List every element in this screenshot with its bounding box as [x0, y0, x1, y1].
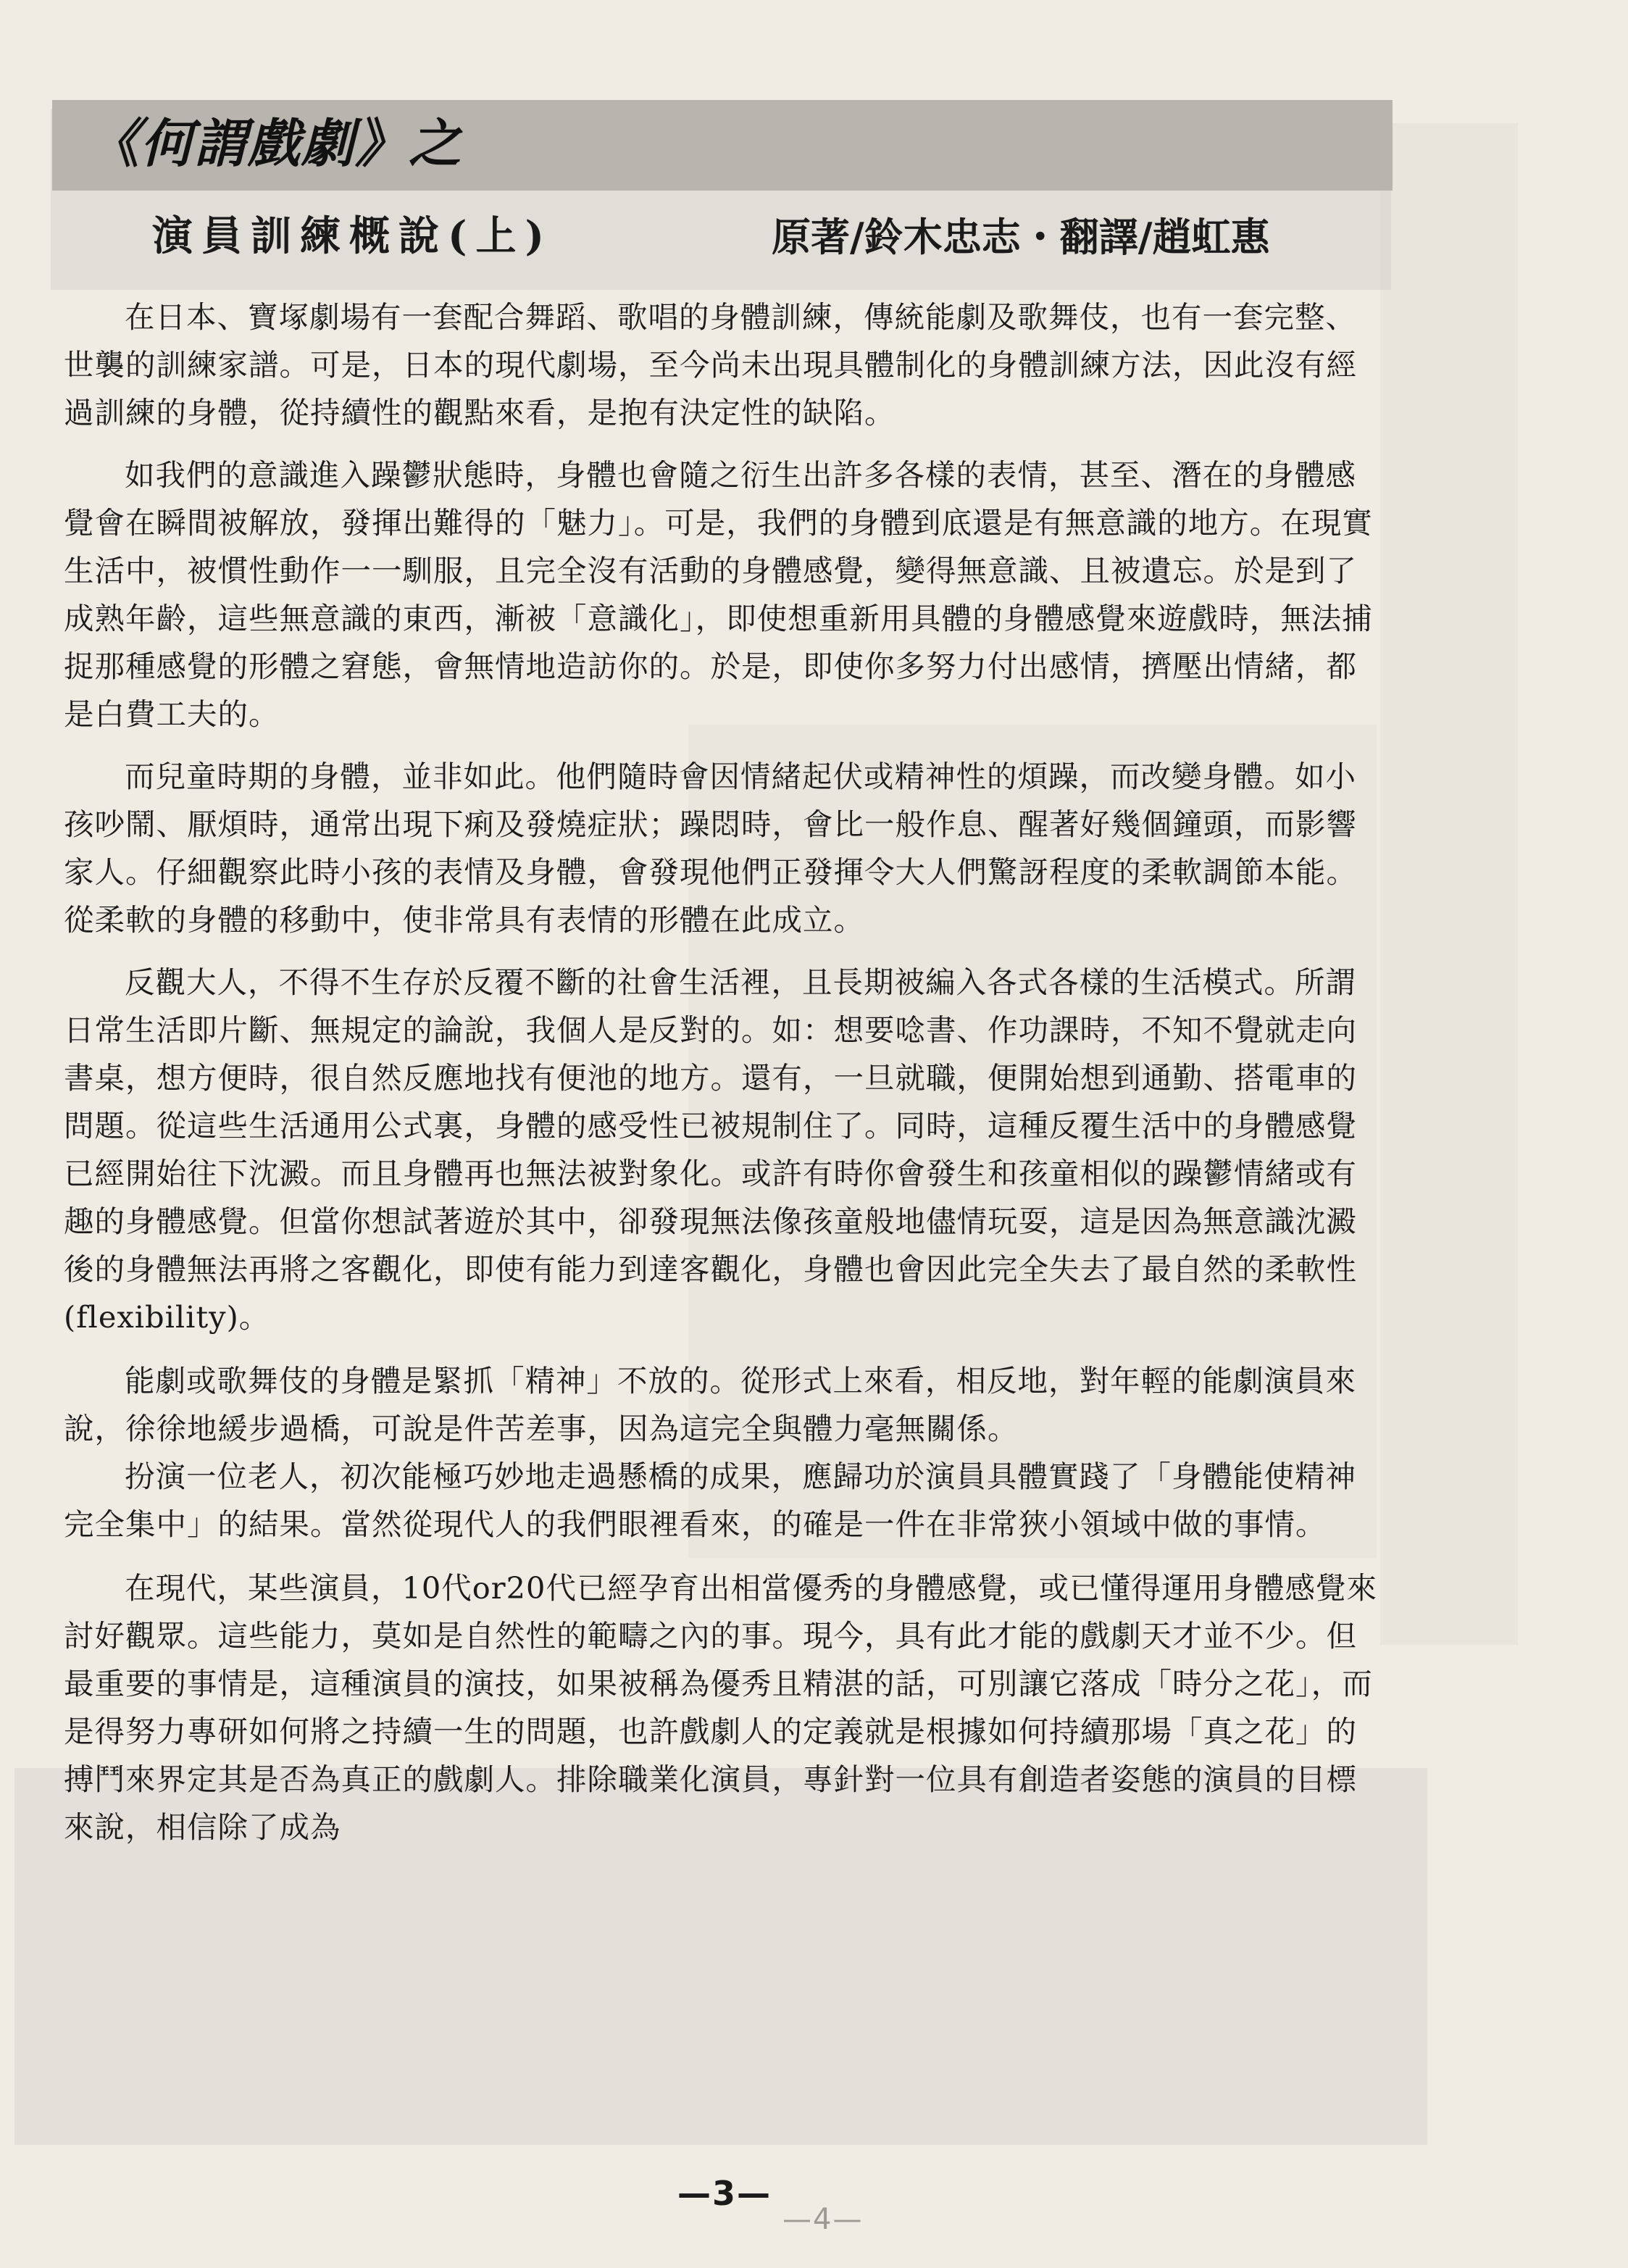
paragraph: 如我們的意識進入躁鬱狀態時，身體也會隨之衍生出許多各樣的表情，甚至、潛在的身體感覺會在瞬間被解放，發揮出難得的「魅力」。可是，我們的身體到底還是有無意識的地方。在現實生活中，被慣性動作一一馴服，且完全沒有活動的身體感覺，變得無意識、且被遺忘。於是到了成熟年齡，這些無意識的東西，漸被「意識化」，即使想重新用具體的身體感覺來遊戲時，無法捕捉那種感覺的形體之窘態，會無情地造訪你的。於是，即使你多努力付出感情，擠壓出情緒，都是白費工夫的。: [64, 457, 1373, 732]
paragraph: 扮演一位老人，初次能極巧妙地走過懸橋的成果，應歸功於演員具體實踐了「身體能使精神完全集中」的結果。當然從現代人的我們眼裡看來，的確是一件在非常狹小領域中做的事情。: [64, 1459, 1357, 1542]
article-body: [64, 293, 1382, 1851]
page-number: —3—: [677, 2174, 772, 2213]
paragraph: 能劇或歌舞伎的身體是緊抓「精神」不放的。從形式上來看，相反地，對年輕的能劇演員來說，徐徐地緩步過橋，可說是件苦差事，因為這完全與體力毫無關係。: [64, 1363, 1357, 1446]
bleed-through-page-number: —4—: [782, 2203, 864, 2236]
paragraph: 反觀大人，不得不生存於反覆不斷的社會生活裡，且長期被編入各式各樣的生活模式。所謂日常生活即片斷、無規定的論說，我個人是反對的。如：想要唸書、作功課時，不知不覺就走向書桌，想方便時，很自然反應地找有便池的地方。還有，一旦就職，便開始想到通勤、搭電車的問題。從這些生活通用公式裏，身體的感受性已被規制住了。同時，這種反覆生活中的身體感覺已經開始往下沈澱。而且身體再也無法被對象化。或許有時你會發生和孩童相似的躁鬱情緒或有趣的身體感覺。但當你想試著遊於其中，卻發現無法像孩童般地儘情玩耍，這是因為無意識沈澱後的身體無法再將之客觀化，即使有能力到達客觀化，身體也會因此完全失去了最自然的柔軟性(flexibility)。: [64, 964, 1358, 1335]
paragraph: 在現代，某些演員，10代or20代已經孕育出相當優秀的身體感覺，或已懂得運用身體感覺來討好觀眾。這些能力，莫如是自然性的範疇之內的事。現今，具有此才能的戲劇天才並不少。但最重要的事情是，這種演員的演技，如果被稱為優秀且精湛的話，可別讓它落成「時分之花」，而是得努力專研如何將之持續一生的問題，也許戲劇人的定義就是根據如何持續那場「真之花」的搏鬥來界定其是否為真正的戲劇人。排除職業化演員，專針對一位具有創造者姿態的演員的目標來說，相信除了成為: [64, 1570, 1377, 1845]
article-title: 《何謂戲劇》之: [87, 113, 463, 174]
paragraph: 在日本、寶塚劇場有一套配合舞蹈、歌唱的身體訓練，傳統能劇及歌舞伎，也有一套完整、世襲的訓練家譜。可是，日本的現代劇場，至今尚未出現具體制化的身體訓練方法，因此沒有經過訓練的身體，從持續性的觀點來看，是抱有決定性的缺陷。: [64, 299, 1358, 430]
article-subtitle: 演員訓練概說(上): [152, 212, 553, 260]
author-translator-byline: 原著/鈴木忠志・翻譯/趙虹惠: [772, 214, 1270, 260]
paragraph: 而兒童時期的身體，並非如此。他們隨時會因情緒起伏或精神性的煩躁，而改變身體。如小孩吵鬧、厭煩時，通常出現下痢及發燒症狀；躁悶時，會比一般作息、醒著好幾個鐘頭，而影響家人。仔細觀察此時小孩的表情及身體，會發現他們正發揮令大人們驚訝程度的柔軟調節本能。從柔軟的身體的移動中，使非常具有表情的形體在此成立。: [64, 759, 1358, 938]
bleed-through-texture: [1380, 123, 1518, 1645]
